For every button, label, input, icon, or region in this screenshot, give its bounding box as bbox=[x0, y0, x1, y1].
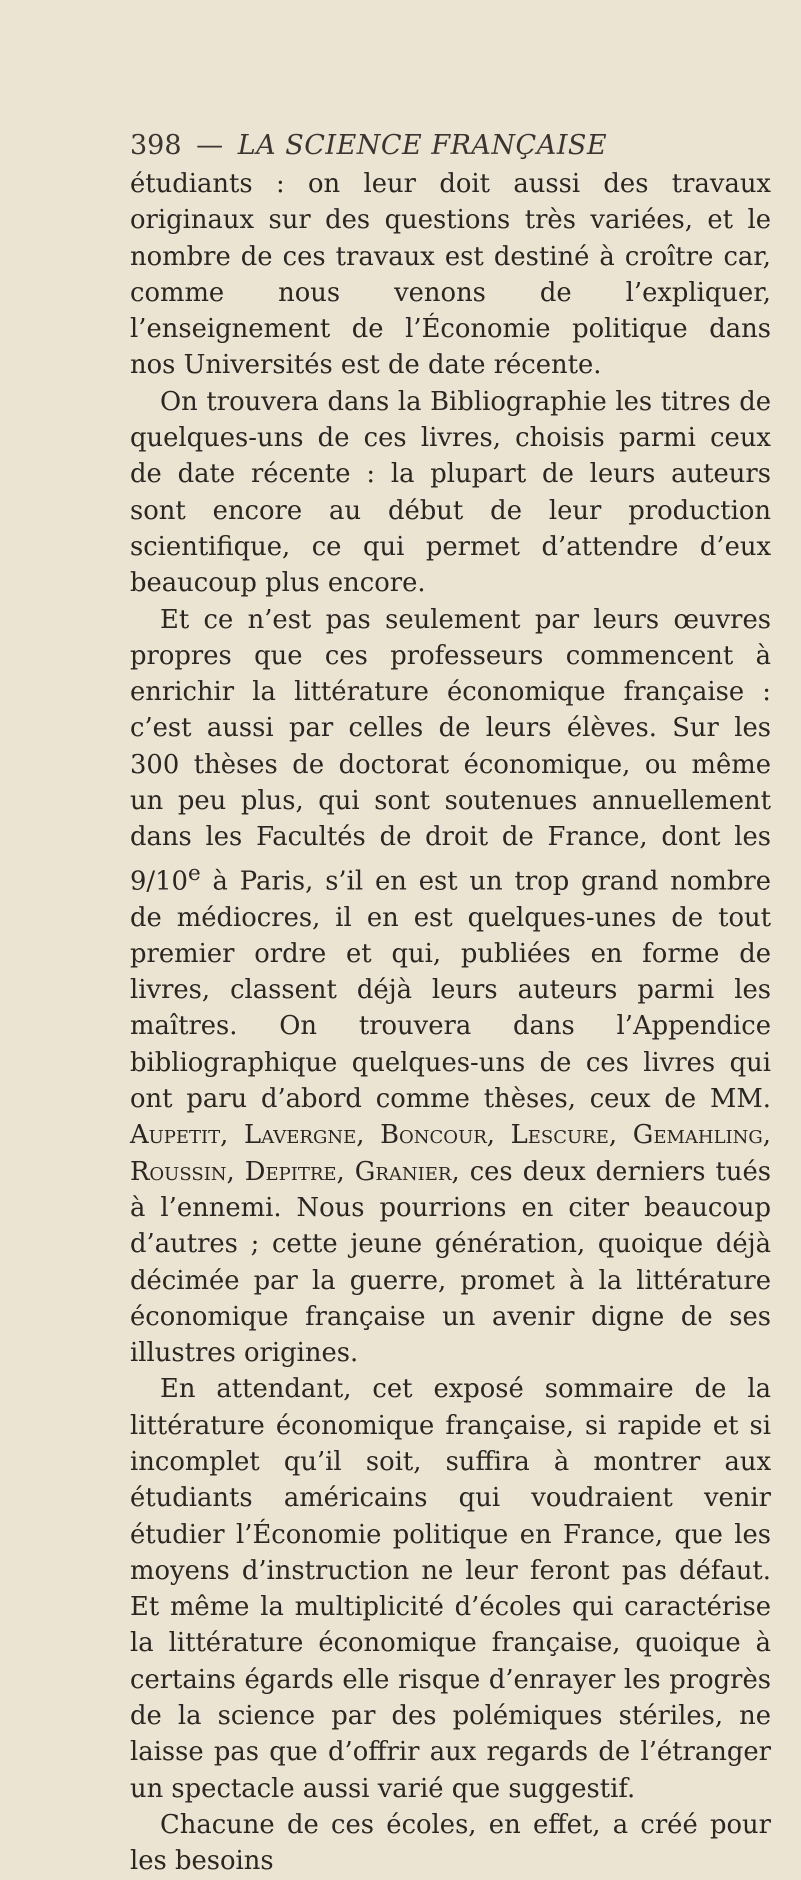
paragraph-5: Chacune de ces écoles, en effet, a créé pour les besoins bbox=[130, 1809, 771, 1877]
header-separator: — bbox=[196, 130, 224, 161]
author-names: Aupetit, Lavergne, Boncour, Lescure, Gemahling, Roussin, Depitre, Granier bbox=[130, 1120, 771, 1187]
paragraph-1: étudiants : on leur doit aussi des travaux originaux sur des questions très variées, et le nombre de ces travaux est destiné à croître car, comme nous venons de l’expliquer, l’enseignement de l’Économie politique dans nos Universités est de date récente. bbox=[130, 169, 771, 381]
paragraph-4: En attendant, cet exposé sommaire de la littérature économique française, si rapide et si incomplet qu’il soit, suffira à montrer aux étudiants américains qui voudraient venir étudier l’Économie politique en France, que les moyens d’instruction ne leur feront pas défaut. Et même la multiplicité d’écoles qui caractérise la littérature économique française, quoique à certains égards elle risque d’enrayer les progrès de la science par des polémiques stériles, ne laisse pas que d’offrir aux regards de l’étranger un spectacle aussi varié que suggestif. bbox=[130, 1374, 771, 1804]
superscript-e: e bbox=[187, 860, 201, 886]
paragraph-2: On trouvera dans la Bibliographie les titres de quelques-uns de ces livres, choisis parmi ceux de date récente : la plupart de leurs auteurs sont encore au début de leur production scientifique, ce qui permet d’attendre d’eux beaucoup plus encore. bbox=[130, 386, 771, 599]
paragraph-3 bbox=[130, 602, 771, 1372]
running-title: LA SCIENCE FRANÇAISE bbox=[237, 130, 608, 161]
paragraph-3-text-b: à Paris, s’il en est un trop grand nombre de médiocres, il en est quelques-unes de tout premier ordre et qui, publiées en forme de livres, classent déjà leurs auteurs parmi les maîtres. On trouvera dans l’Appendice bibliographique quelques-uns de ces livres qui ont paru d’abord comme thèses, ceux de MM. bbox=[130, 866, 771, 1115]
paragraph-3-text-a: Et ce n’est pas seulement par leurs œuvres propres que ces professeurs commencent à enrichir la littérature économique française : c’est aussi par celles de leurs élèves. Sur les 300 thèses de doctorat économique, ou même un peu plus, qui sont soutenues annuellement dans les Facultés de droit de France, dont les 9/10 bbox=[130, 604, 771, 897]
running-head bbox=[130, 126, 771, 166]
paragraph-3-text-c: , ces deux derniers tués à l’ennemi. Nous pourrions en citer beaucoup d’autres ; cette jeune génération, quoique déjà décimée par la guerre, promet à la littérature économique française un avenir digne de ses illustres origines. bbox=[130, 1156, 772, 1369]
page-number: 398 bbox=[130, 130, 182, 161]
body-text bbox=[130, 166, 771, 1880]
